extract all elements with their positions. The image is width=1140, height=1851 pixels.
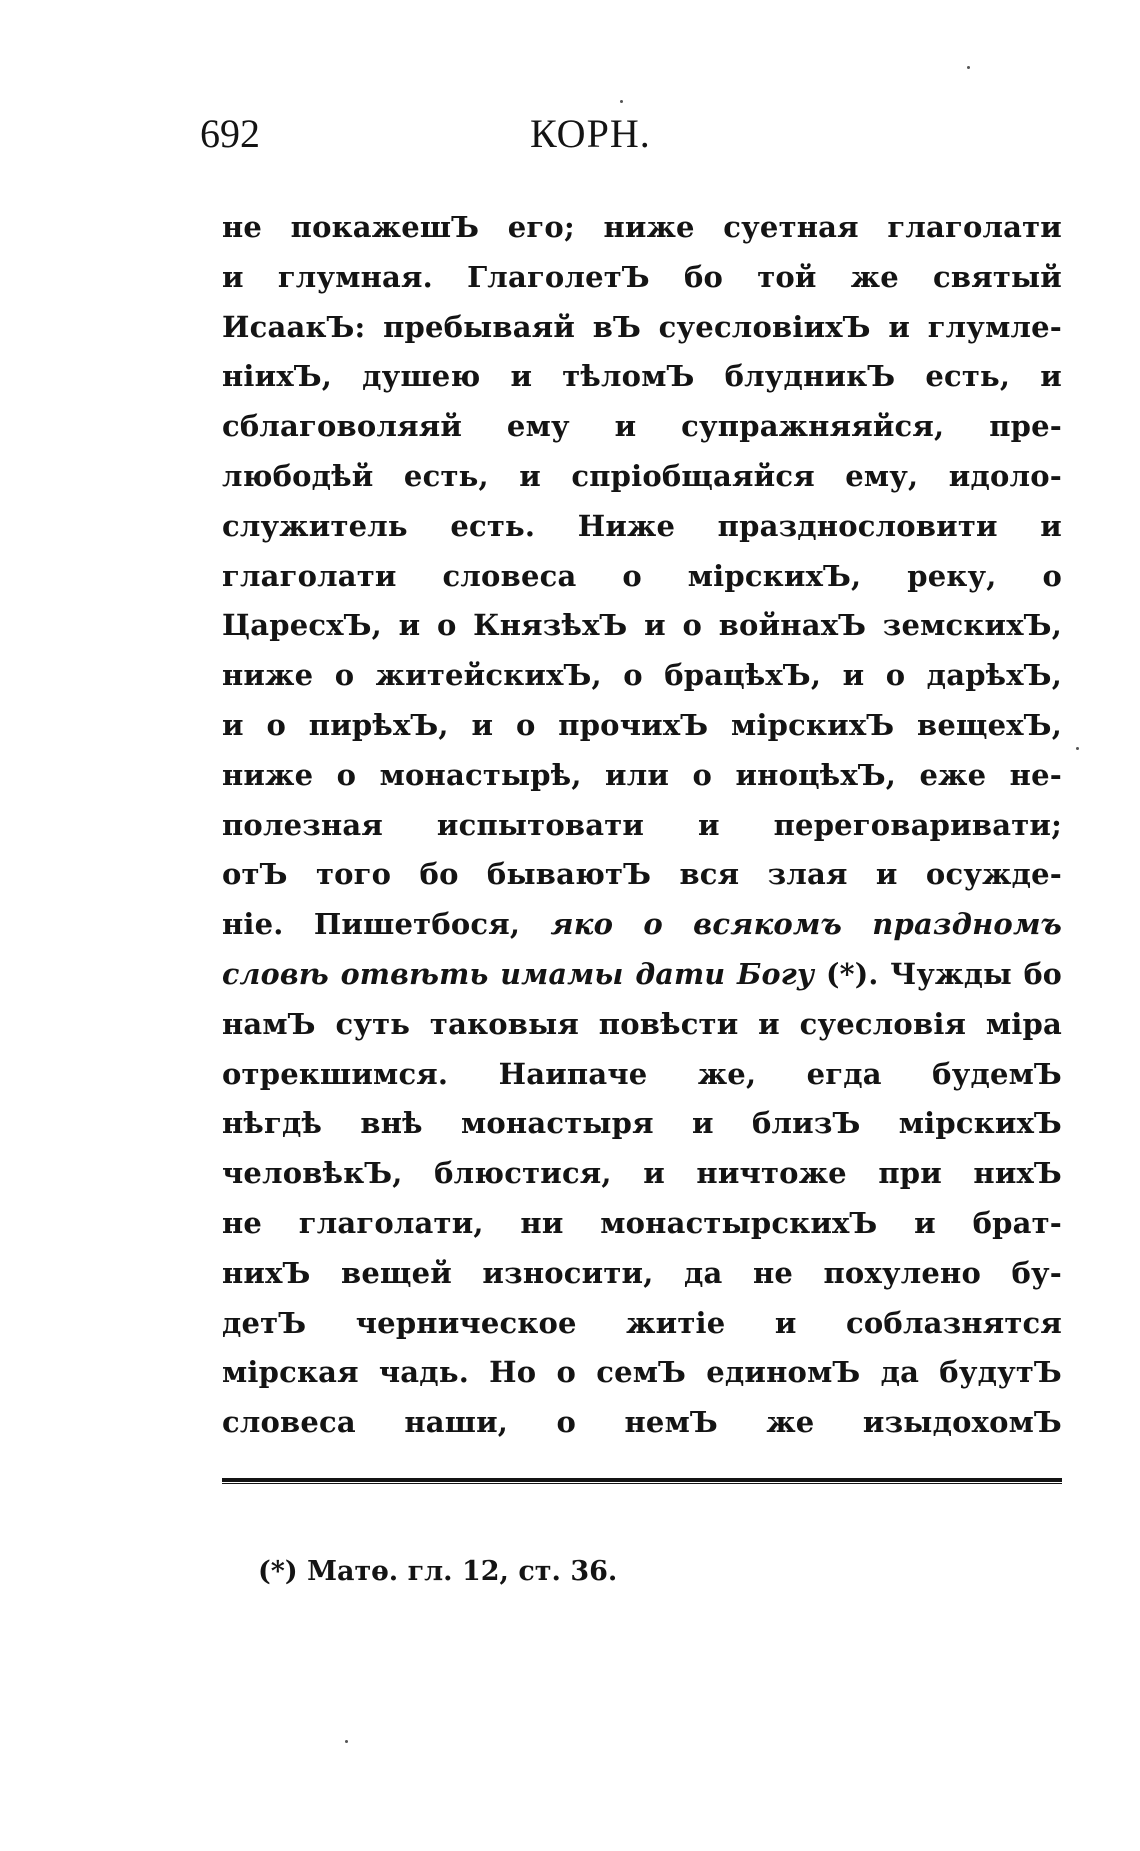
text-line: сблаговоляяй ему и супражняяйся, пре- [222,409,1062,444]
text-line: и глумная. ГлаголетЪ бо той же святый [222,259,1062,294]
page-header [200,110,900,170]
text-line-with-quote [222,950,1062,1000]
text-line: нѣгдѣ внѣ монастыря и близЪ мірскихЪ [222,1106,1062,1141]
text-line: мірская чадь. Но о семЪ единомЪ да будутЪ [222,1355,1062,1390]
text-line: отрекшимся. Наипаче же, егда будемЪ [222,1056,1062,1091]
text-line: нихЪ вещей износити, да не похулено бу- [222,1255,1062,1290]
text-line: ниже о монастырѣ, или о иноцѣхЪ, еже не- [222,757,1062,792]
text-line: и о пирѣхЪ, и о прочихЪ мірскихЪ вещехЪ, [222,707,1062,742]
print-speck [345,1740,348,1743]
text-segment: (*). Чужды бо [814,956,1062,991]
text-line-with-quote [222,900,1062,950]
italic-quote: словѣ отвѣть имамы дати Богу [222,956,815,991]
text-line: человѣкЪ, блюстися, и ничтоже при нихЪ [222,1156,1062,1191]
footnote: (*) Матѳ. гл. 12, ст. 36. [258,1556,618,1587]
text-line: намЪ суть таковыя повѣсти и суесловія міра [222,1006,1062,1041]
text-line: полезная испытовати и переговаривати; [222,807,1062,842]
print-speck [620,100,623,103]
italic-quote: яко о всякомъ праздномъ [550,907,1063,942]
page-number: 692 [200,111,260,156]
text-segment: ніе. Пишетбося, [222,907,521,942]
text-line: служитель есть. Ниже празднословити и [222,508,1062,543]
text-line: не покажешЪ его; ниже суетная глаголати [222,210,1062,244]
text-line: ИсаакЪ: пребываяй вЪ суесловіихЪ и глумле- [222,309,1062,344]
print-speck [1076,747,1079,750]
text-line: отЪ того бо бываютЪ вся злая и осужде- [222,857,1062,892]
footnote-rule [222,1478,1062,1484]
text-line: любодѣй есть, и спріобщаяйся ему, идоло- [222,458,1062,493]
text-line: не глаголати, ни монастырскихЪ и брат- [222,1205,1062,1240]
text-line: ніихЪ, душею и тѣломЪ блудникЪ есть, и [222,359,1062,394]
running-head: КОРН. [530,111,651,156]
text-line: ЦаресхЪ, и о КнязѣхЪ и о войнахЪ земскихЪ, [222,608,1062,643]
print-speck [967,66,970,69]
body-text [222,203,1062,1448]
text-line: ниже о житейскихЪ, о брацѣхЪ, и о дарѣхЪ, [222,658,1062,693]
text-line: детЪ черническое житіе и соблазнятся [222,1305,1062,1340]
text-line: глаголати словеса о мірскихЪ, реку, о [222,558,1062,593]
text-line: словеса наши, о немЪ же изыдохомЪ [222,1405,1062,1440]
